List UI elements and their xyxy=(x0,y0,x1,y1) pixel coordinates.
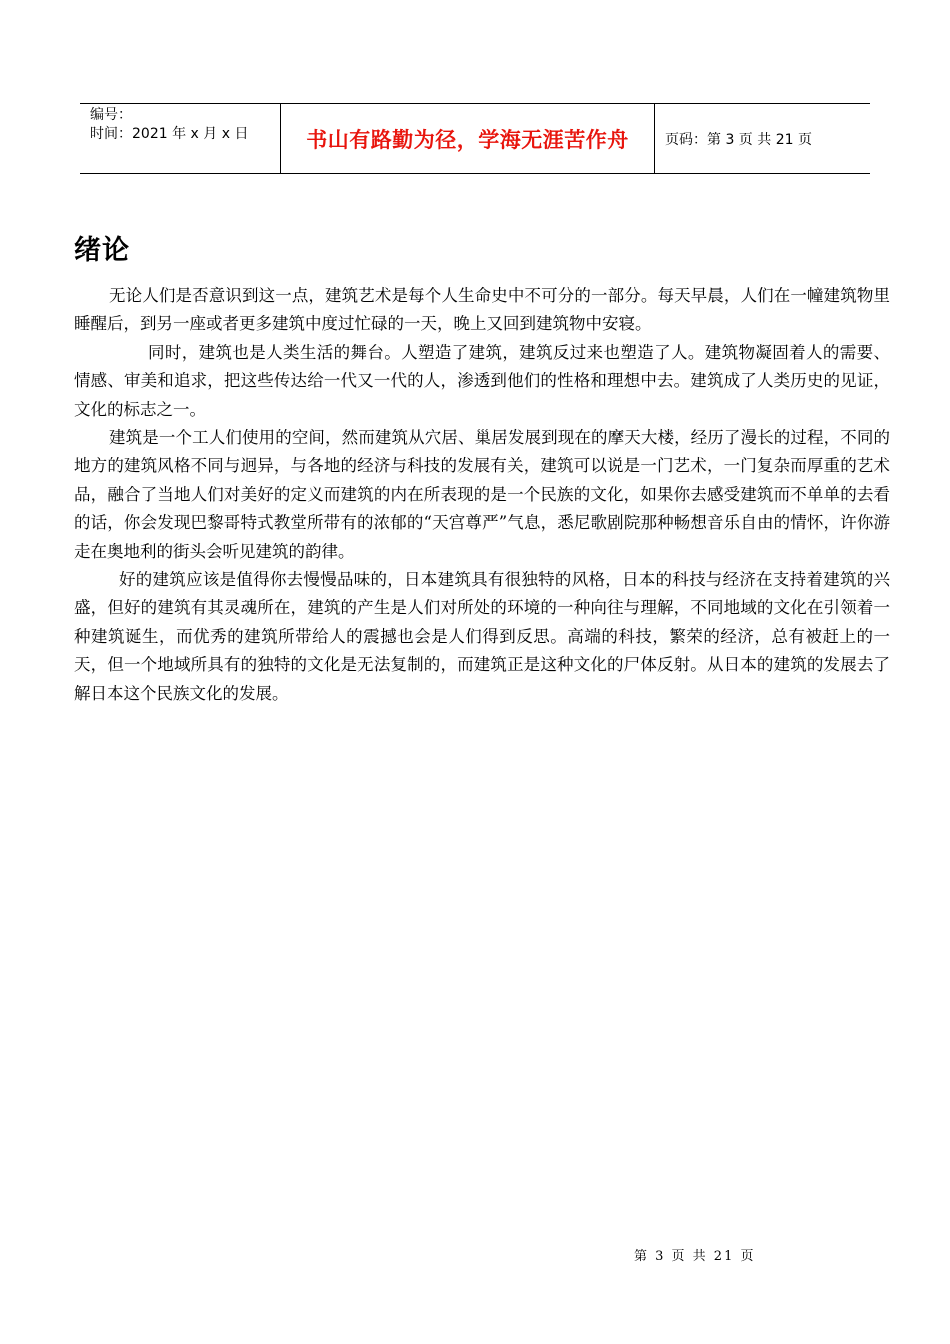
paragraph: 无论人们是否意识到这一点，建筑艺术是每个人生命史中不可分的一部分。每天早晨，人们在一幢建筑物里睡醒后，到另一座或者更多建筑中度过忙碌的一天，晚上又回到建筑物中安寝。 xyxy=(74,286,890,334)
header-meta-cell xyxy=(80,104,281,173)
number-label: 编号： xyxy=(90,107,132,123)
time-label: 时间：2021 年 x 月 x 日 xyxy=(90,126,249,142)
page-footer: 第 3 页 共 21 页 xyxy=(634,1249,756,1264)
header-page-label: 页码：第 3 页 共 21 页 xyxy=(665,131,812,148)
header-table xyxy=(80,103,870,174)
paragraph: 建筑是一个工人们使用的空间，然而建筑从穴居、巢居发展到现在的摩天大楼，经历了漫长的过程，不同的地方的建筑风格不同与迥异，与各地的经济与科技的发展有关，建筑可以说是一门艺术，一门复杂而厚重的艺术品，融合了当地人们对美好的定义而建筑的内在所表现的是一个民族的文化，如果你去感受建筑而不单单的去看的话，你会发现巴黎哥特式教堂所带有的浓郁的“天宫尊严”气息，悉尼歌剧院那种畅想音乐自由的情怀，许你游走在奥地利的街头会听见建筑的韵律。 xyxy=(74,428,890,561)
document-title: 绪论 xyxy=(74,235,130,266)
document-body xyxy=(74,282,890,708)
paragraph: 同时，建筑也是人类生活的舞台。人塑造了建筑，建筑反过来也塑造了人。建筑物凝固着人的需要、情感、审美和追求，把这些传达给一代又一代的人，渗透到他们的性格和理想中去。建筑成了人类历史的见证，文化的标志之一。 xyxy=(74,342,890,419)
paragraph: 好的建筑应该是值得你去慢慢品味的，日本建筑具有很独特的风格，日本的科技与经济在支持着建筑的兴盛，但好的建筑有其灵魂所在，建筑的产生是人们对所处的环境的一种向往与理解，不同地域的文化在引领着一种建筑诞生，而优秀的建筑所带给人的震撼也会是人们得到反思。高端的科技，繁荣的经济，总有被赶上的一天，但一个地域所具有的独特的文化是无法复制的，而建筑正是这种文化的尸体反射。从日本的建筑的发展去了解日本这个民族文化的发展。 xyxy=(74,570,890,703)
header-motto: 书山有路勤为径，学海无涯苦作舟 xyxy=(281,104,655,173)
